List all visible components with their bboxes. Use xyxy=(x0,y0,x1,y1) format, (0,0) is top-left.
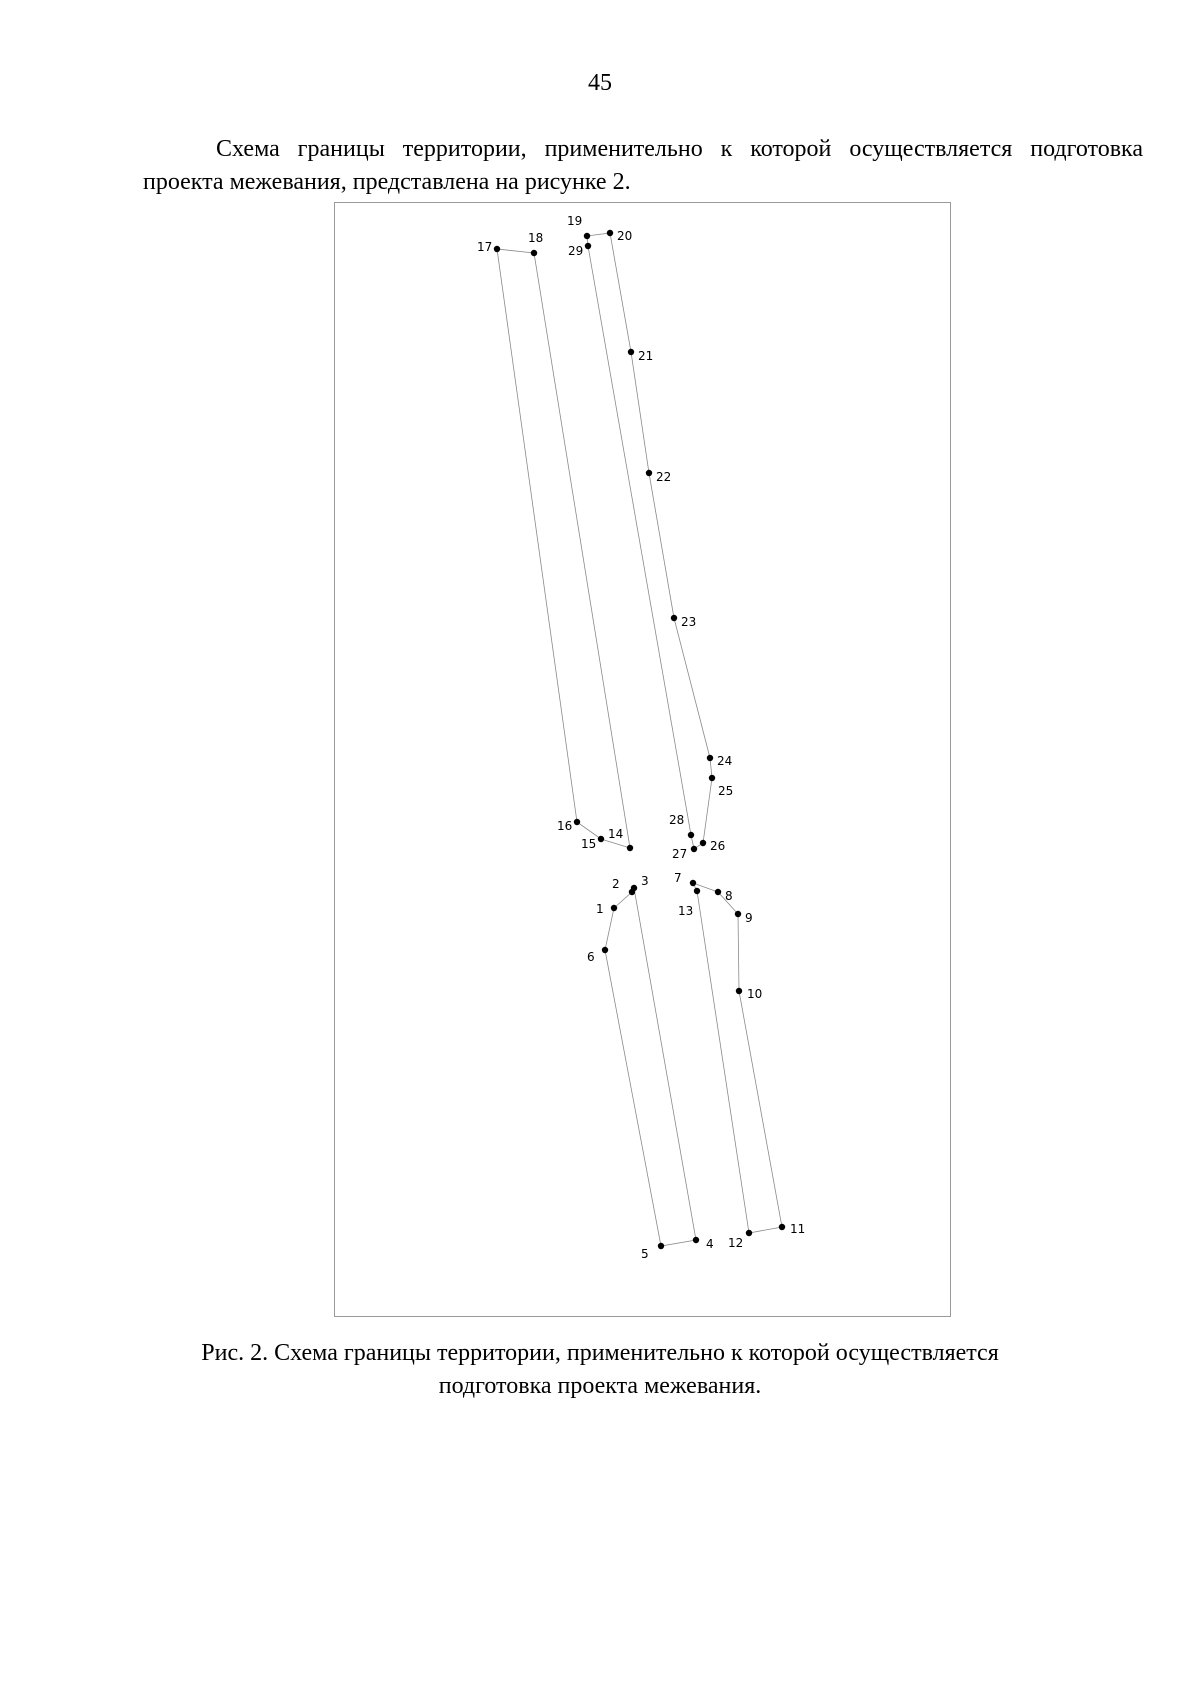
boundary-point-label-7: 7 xyxy=(674,871,682,885)
boundary-point-14 xyxy=(627,845,633,851)
boundary-point-6 xyxy=(602,947,608,953)
boundary-point-label-27: 27 xyxy=(672,847,688,861)
boundary-point-label-23: 23 xyxy=(681,615,697,629)
boundary-point-label-17: 17 xyxy=(477,240,493,254)
intro-paragraph: Схема границы территории, применительно к которой осуществляется подготовка проекта межевания, представлена на рисунке 2. xyxy=(143,136,1143,195)
boundary-point-3 xyxy=(631,885,637,891)
boundary-point-1 xyxy=(611,905,617,911)
boundary-contour-4 xyxy=(587,233,712,849)
boundary-point-label-2: 2 xyxy=(612,877,620,891)
boundary-point-25 xyxy=(709,775,715,781)
boundary-point-22 xyxy=(646,470,652,476)
boundary-point-label-10: 10 xyxy=(747,987,763,1001)
boundary-scheme-figure xyxy=(334,202,951,1317)
boundary-point-label-13: 13 xyxy=(678,904,694,918)
boundary-point-21 xyxy=(628,349,634,355)
boundary-point-label-6: 6 xyxy=(587,950,595,964)
boundary-point-28 xyxy=(688,832,694,838)
boundary-contour-3 xyxy=(497,249,630,848)
boundary-scheme-svg xyxy=(335,203,950,1316)
boundary-point-27 xyxy=(691,846,697,852)
boundary-point-label-21: 21 xyxy=(638,349,654,363)
boundary-point-label-19: 19 xyxy=(567,214,583,228)
boundary-point-4 xyxy=(693,1237,699,1243)
boundary-contour-1 xyxy=(605,888,696,1246)
boundary-point-label-11: 11 xyxy=(790,1222,806,1236)
boundary-point-label-28: 28 xyxy=(669,813,685,827)
boundary-point-5 xyxy=(658,1243,664,1249)
boundary-point-23 xyxy=(671,615,677,621)
boundary-point-label-18: 18 xyxy=(528,231,544,245)
boundary-point-label-16: 16 xyxy=(557,819,573,833)
boundary-point-19 xyxy=(584,233,590,239)
boundary-point-12 xyxy=(746,1230,752,1236)
boundary-point-label-4: 4 xyxy=(706,1237,714,1251)
boundary-point-label-29: 29 xyxy=(568,244,584,258)
boundary-point-10 xyxy=(736,988,742,994)
boundary-point-label-26: 26 xyxy=(710,839,726,853)
boundary-point-label-5: 5 xyxy=(641,1247,649,1261)
boundary-point-label-25: 25 xyxy=(718,784,734,798)
caption-line-1: Рис. 2. Схема границы территории, применительно к которой осуществляется xyxy=(201,1340,999,1366)
boundary-point-17 xyxy=(494,246,500,252)
caption-line-2: подготовка проекта межевания. xyxy=(438,1373,762,1399)
boundary-point-18 xyxy=(531,250,537,256)
boundary-point-label-8: 8 xyxy=(725,889,733,903)
boundary-point-9 xyxy=(735,911,741,917)
boundary-point-8 xyxy=(715,889,721,895)
boundary-point-label-24: 24 xyxy=(717,754,733,768)
boundary-point-26 xyxy=(700,840,706,846)
boundary-point-label-20: 20 xyxy=(617,229,633,243)
boundary-point-label-14: 14 xyxy=(608,827,624,841)
boundary-point-label-3: 3 xyxy=(641,874,649,888)
boundary-point-29 xyxy=(585,243,591,249)
boundary-point-20 xyxy=(607,230,613,236)
boundary-point-24 xyxy=(707,755,713,761)
boundary-point-16 xyxy=(574,819,580,825)
boundary-point-label-22: 22 xyxy=(656,470,672,484)
boundary-point-7 xyxy=(690,880,696,886)
boundary-point-label-12: 12 xyxy=(728,1236,744,1250)
boundary-contour-2 xyxy=(693,883,782,1233)
boundary-point-label-15: 15 xyxy=(581,837,597,851)
boundary-point-13 xyxy=(694,888,700,894)
boundary-point-label-1: 1 xyxy=(596,902,604,916)
boundary-point-11 xyxy=(779,1224,785,1230)
boundary-point-label-9: 9 xyxy=(745,911,753,925)
boundary-point-15 xyxy=(598,836,604,842)
figure-caption xyxy=(0,1337,1200,1403)
page-number: 45 xyxy=(588,70,612,96)
